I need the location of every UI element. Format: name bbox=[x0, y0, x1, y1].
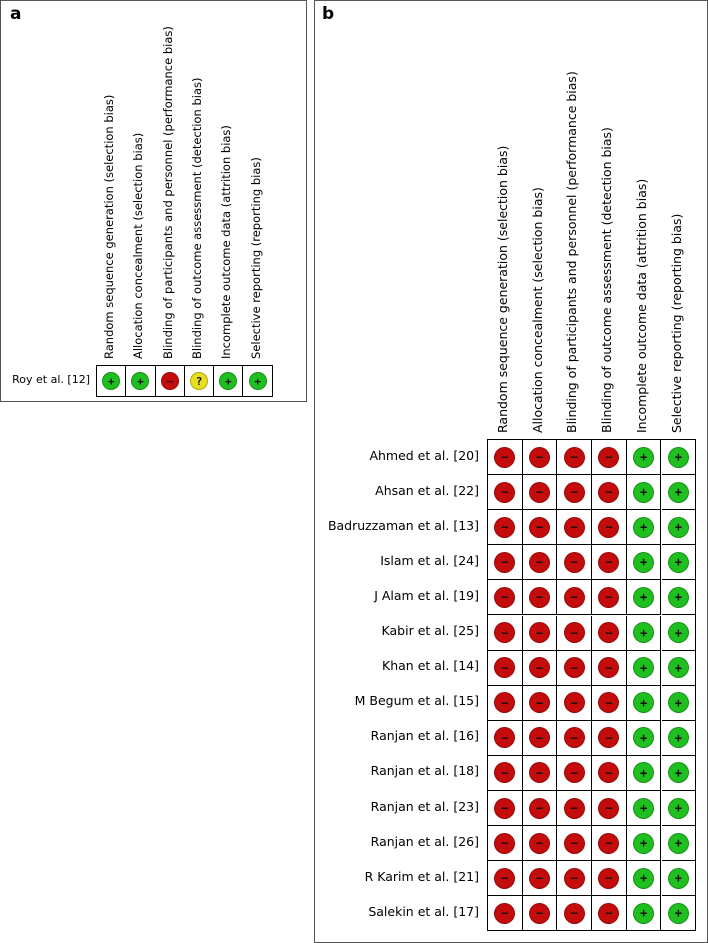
risk-low-icon: + bbox=[102, 372, 120, 390]
judgement-cell bbox=[523, 721, 558, 756]
risk-low-icon: + bbox=[633, 622, 654, 643]
judgement-cell bbox=[592, 721, 627, 756]
column-header: Blinding of outcome assessment (detection bias) bbox=[599, 127, 615, 433]
risk-high-icon: − bbox=[529, 552, 550, 573]
study-label: Khan et al. [14] bbox=[382, 658, 479, 674]
judgement-cell bbox=[97, 366, 126, 397]
judgement-cell bbox=[662, 651, 697, 686]
judgement-cell bbox=[662, 510, 697, 545]
judgement-cell bbox=[156, 366, 185, 397]
risk-high-icon: − bbox=[529, 762, 550, 783]
judgement-cell bbox=[488, 756, 523, 791]
column-header: Random sequence generation (selection bias) bbox=[495, 145, 510, 433]
judgement-cell bbox=[592, 580, 627, 615]
judgement-cell bbox=[627, 686, 662, 721]
judgement-cell bbox=[627, 580, 662, 615]
risk-high-icon: − bbox=[529, 692, 550, 713]
judgement-cell bbox=[523, 756, 558, 791]
judgement-grid bbox=[96, 365, 273, 397]
judgement-cell bbox=[592, 510, 627, 545]
judgement-cell bbox=[488, 651, 523, 686]
judgement-cell bbox=[523, 826, 558, 861]
judgement-cell bbox=[523, 510, 558, 545]
column-header: Random sequence generation (selection bias) bbox=[102, 94, 116, 359]
risk-high-icon: − bbox=[598, 482, 619, 503]
study-label: Badruzzaman et al. [13] bbox=[327, 517, 479, 533]
judgement-cell bbox=[662, 440, 697, 475]
judgement-cell bbox=[592, 616, 627, 651]
risk-high-icon: − bbox=[598, 727, 619, 748]
judgement-cell bbox=[592, 440, 627, 475]
risk-low-icon: + bbox=[668, 622, 689, 643]
judgement-cell bbox=[523, 896, 558, 931]
judgement-cell bbox=[557, 545, 592, 580]
risk-low-icon: + bbox=[668, 903, 689, 924]
judgement-cell bbox=[627, 651, 662, 686]
judgement-cell bbox=[126, 366, 155, 397]
judgement-cell bbox=[662, 580, 697, 615]
risk-high-icon: − bbox=[598, 447, 619, 468]
judgement-cell bbox=[662, 756, 697, 791]
risk-high-icon: − bbox=[494, 903, 515, 924]
risk-high-icon: − bbox=[564, 657, 585, 678]
judgement-cell bbox=[557, 686, 592, 721]
judgement-cell bbox=[662, 861, 697, 896]
risk-low-icon: + bbox=[668, 517, 689, 538]
risk-low-icon: + bbox=[633, 657, 654, 678]
risk-high-icon: − bbox=[564, 692, 585, 713]
study-label: Ahmed et al. [20] bbox=[369, 447, 479, 463]
column-header: Allocation concealment (selection bias) bbox=[529, 187, 545, 433]
judgement-cell bbox=[557, 721, 592, 756]
judgement-cell bbox=[662, 616, 697, 651]
risk-low-icon: + bbox=[633, 868, 654, 889]
judgement-cell bbox=[662, 896, 697, 931]
judgement-cell bbox=[662, 721, 697, 756]
judgement-cell bbox=[557, 616, 592, 651]
risk-low-icon: + bbox=[668, 727, 689, 748]
risk-low-icon: + bbox=[249, 372, 267, 390]
risk-low-icon: + bbox=[633, 552, 654, 573]
risk-high-icon: − bbox=[529, 833, 550, 854]
risk-high-icon: − bbox=[598, 762, 619, 783]
risk-low-icon: + bbox=[633, 903, 654, 924]
risk-high-icon: − bbox=[564, 868, 585, 889]
column-header: Selective reporting (reporting bias) bbox=[668, 213, 684, 433]
risk-low-icon: + bbox=[668, 762, 689, 783]
risk-high-icon: − bbox=[494, 447, 515, 468]
risk-high-icon: − bbox=[564, 833, 585, 854]
panel-b-letter: b bbox=[322, 4, 335, 24]
judgement-cell bbox=[627, 440, 662, 475]
risk-low-icon: + bbox=[633, 692, 654, 713]
panel-a bbox=[0, 0, 307, 402]
judgement-cell bbox=[662, 475, 697, 510]
judgement-cell bbox=[488, 475, 523, 510]
judgement-cell bbox=[488, 791, 523, 826]
risk-high-icon: − bbox=[529, 868, 550, 889]
judgement-cell bbox=[592, 896, 627, 931]
risk-high-icon: − bbox=[529, 657, 550, 678]
judgement-cell bbox=[523, 475, 558, 510]
risk-low-icon: + bbox=[633, 587, 654, 608]
judgement-cell bbox=[488, 545, 523, 580]
judgement-cell bbox=[488, 580, 523, 615]
judgement-cell bbox=[592, 651, 627, 686]
judgement-cell bbox=[523, 440, 558, 475]
judgement-cell bbox=[214, 366, 243, 397]
judgement-cell bbox=[523, 580, 558, 615]
study-label: Ranjan et al. [16] bbox=[370, 728, 479, 744]
risk-high-icon: − bbox=[494, 622, 515, 643]
risk-high-icon: − bbox=[494, 587, 515, 608]
judgement-cell bbox=[523, 545, 558, 580]
judgement-cell bbox=[592, 545, 627, 580]
study-label: Salekin et al. [17] bbox=[368, 903, 479, 919]
judgement-cell bbox=[557, 475, 592, 510]
risk-low-icon: + bbox=[668, 587, 689, 608]
judgement-cell bbox=[557, 580, 592, 615]
risk-high-icon: − bbox=[564, 587, 585, 608]
study-label: Ahsan et al. [22] bbox=[375, 482, 479, 498]
risk-low-icon: + bbox=[668, 447, 689, 468]
risk-low-icon: + bbox=[668, 833, 689, 854]
risk-high-icon: − bbox=[564, 903, 585, 924]
judgement-cell bbox=[627, 475, 662, 510]
judgement-cell bbox=[627, 756, 662, 791]
judgement-cell bbox=[592, 475, 627, 510]
judgement-cell bbox=[627, 721, 662, 756]
risk-high-icon: − bbox=[494, 762, 515, 783]
risk-high-icon: − bbox=[598, 833, 619, 854]
risk-high-icon: − bbox=[598, 903, 619, 924]
judgement-cell bbox=[557, 756, 592, 791]
risk-high-icon: − bbox=[529, 798, 550, 819]
risk-unclear-icon: ? bbox=[190, 372, 208, 390]
risk-high-icon: − bbox=[598, 517, 619, 538]
column-header: Blinding of participants and personnel (performance bias) bbox=[564, 71, 580, 433]
risk-high-icon: − bbox=[494, 798, 515, 819]
study-label: Ranjan et al. [18] bbox=[370, 763, 479, 779]
judgement-cell bbox=[488, 896, 523, 931]
judgement-cell bbox=[627, 791, 662, 826]
risk-low-icon: + bbox=[633, 517, 654, 538]
column-header: Selective reporting (reporting bias) bbox=[248, 157, 263, 359]
judgement-cell bbox=[488, 440, 523, 475]
risk-high-icon: − bbox=[494, 868, 515, 889]
judgement-grid bbox=[487, 439, 696, 931]
risk-high-icon: − bbox=[494, 517, 515, 538]
risk-high-icon: − bbox=[529, 903, 550, 924]
judgement-cell bbox=[627, 861, 662, 896]
risk-high-icon: − bbox=[161, 372, 179, 390]
study-label: M Begum et al. [15] bbox=[354, 693, 479, 709]
judgement-cell bbox=[592, 791, 627, 826]
judgement-cell bbox=[557, 896, 592, 931]
study-label: Islam et al. [24] bbox=[380, 552, 479, 568]
judgement-cell bbox=[523, 791, 558, 826]
risk-low-icon: + bbox=[633, 727, 654, 748]
study-label: Roy et al. [12] bbox=[12, 372, 90, 386]
judgement-cell bbox=[557, 651, 592, 686]
risk-high-icon: − bbox=[598, 552, 619, 573]
risk-low-icon: + bbox=[633, 798, 654, 819]
risk-high-icon: − bbox=[564, 517, 585, 538]
judgement-cell bbox=[488, 686, 523, 721]
risk-high-icon: − bbox=[598, 798, 619, 819]
judgement-cell bbox=[185, 366, 214, 397]
risk-high-icon: − bbox=[564, 622, 585, 643]
study-label: Kabir et al. [25] bbox=[381, 623, 479, 639]
risk-high-icon: − bbox=[564, 552, 585, 573]
risk-high-icon: − bbox=[529, 447, 550, 468]
risk-high-icon: − bbox=[564, 762, 585, 783]
risk-low-icon: + bbox=[633, 762, 654, 783]
judgement-cell bbox=[662, 826, 697, 861]
risk-low-icon: + bbox=[668, 552, 689, 573]
risk-low-icon: + bbox=[668, 798, 689, 819]
column-header: Incomplete outcome data (attrition bias) bbox=[219, 125, 234, 359]
risk-high-icon: − bbox=[494, 482, 515, 503]
risk-high-icon: − bbox=[494, 692, 515, 713]
column-header: Blinding of outcome assessment (detection bias) bbox=[189, 77, 204, 359]
risk-low-icon: + bbox=[668, 657, 689, 678]
risk-high-icon: − bbox=[598, 692, 619, 713]
judgement-cell bbox=[557, 440, 592, 475]
panel-a-letter: a bbox=[10, 4, 22, 24]
risk-high-icon: − bbox=[598, 622, 619, 643]
study-label: R Karim et al. [21] bbox=[364, 868, 479, 884]
judgement-cell bbox=[488, 721, 523, 756]
judgement-cell bbox=[662, 545, 697, 580]
panel-b bbox=[314, 0, 708, 943]
judgement-cell bbox=[592, 826, 627, 861]
risk-low-icon: + bbox=[668, 868, 689, 889]
risk-low-icon: + bbox=[131, 372, 149, 390]
judgement-cell bbox=[627, 826, 662, 861]
study-label: Ranjan et al. [23] bbox=[370, 798, 479, 814]
risk-low-icon: + bbox=[633, 833, 654, 854]
judgement-cell bbox=[557, 826, 592, 861]
judgement-cell bbox=[557, 791, 592, 826]
judgement-cell bbox=[627, 545, 662, 580]
risk-high-icon: − bbox=[598, 657, 619, 678]
risk-low-icon: + bbox=[668, 692, 689, 713]
column-header: Incomplete outcome data (attrition bias) bbox=[633, 178, 649, 433]
risk-low-icon: + bbox=[219, 372, 237, 390]
judgement-cell bbox=[592, 756, 627, 791]
judgement-cell bbox=[523, 686, 558, 721]
study-label: Ranjan et al. [26] bbox=[370, 833, 479, 849]
judgement-cell bbox=[557, 510, 592, 545]
risk-high-icon: − bbox=[598, 868, 619, 889]
risk-high-icon: − bbox=[494, 552, 515, 573]
risk-high-icon: − bbox=[598, 587, 619, 608]
risk-high-icon: − bbox=[529, 622, 550, 643]
judgement-cell bbox=[592, 686, 627, 721]
judgement-cell bbox=[557, 861, 592, 896]
judgement-cell bbox=[488, 861, 523, 896]
risk-high-icon: − bbox=[529, 727, 550, 748]
column-header: Allocation concealment (selection bias) bbox=[131, 132, 146, 359]
risk-high-icon: − bbox=[529, 482, 550, 503]
risk-low-icon: + bbox=[668, 482, 689, 503]
risk-high-icon: − bbox=[494, 727, 515, 748]
judgement-cell bbox=[627, 510, 662, 545]
column-header: Blinding of participants and personnel (performance bias) bbox=[160, 26, 175, 359]
risk-high-icon: − bbox=[564, 727, 585, 748]
risk-high-icon: − bbox=[494, 657, 515, 678]
risk-high-icon: − bbox=[564, 482, 585, 503]
judgement-cell bbox=[662, 791, 697, 826]
risk-high-icon: − bbox=[494, 833, 515, 854]
risk-high-icon: − bbox=[529, 587, 550, 608]
judgement-cell bbox=[523, 616, 558, 651]
risk-low-icon: + bbox=[633, 482, 654, 503]
judgement-cell bbox=[488, 510, 523, 545]
risk-high-icon: − bbox=[564, 447, 585, 468]
judgement-cell bbox=[244, 366, 273, 397]
risk-low-icon: + bbox=[633, 447, 654, 468]
risk-high-icon: − bbox=[529, 517, 550, 538]
judgement-cell bbox=[488, 826, 523, 861]
judgement-cell bbox=[523, 651, 558, 686]
judgement-cell bbox=[627, 616, 662, 651]
risk-high-icon: − bbox=[564, 798, 585, 819]
judgement-cell bbox=[592, 861, 627, 896]
judgement-cell bbox=[523, 861, 558, 896]
judgement-cell bbox=[627, 896, 662, 931]
judgement-cell bbox=[662, 686, 697, 721]
study-label: J Alam et al. [19] bbox=[374, 587, 479, 603]
judgement-cell bbox=[488, 616, 523, 651]
